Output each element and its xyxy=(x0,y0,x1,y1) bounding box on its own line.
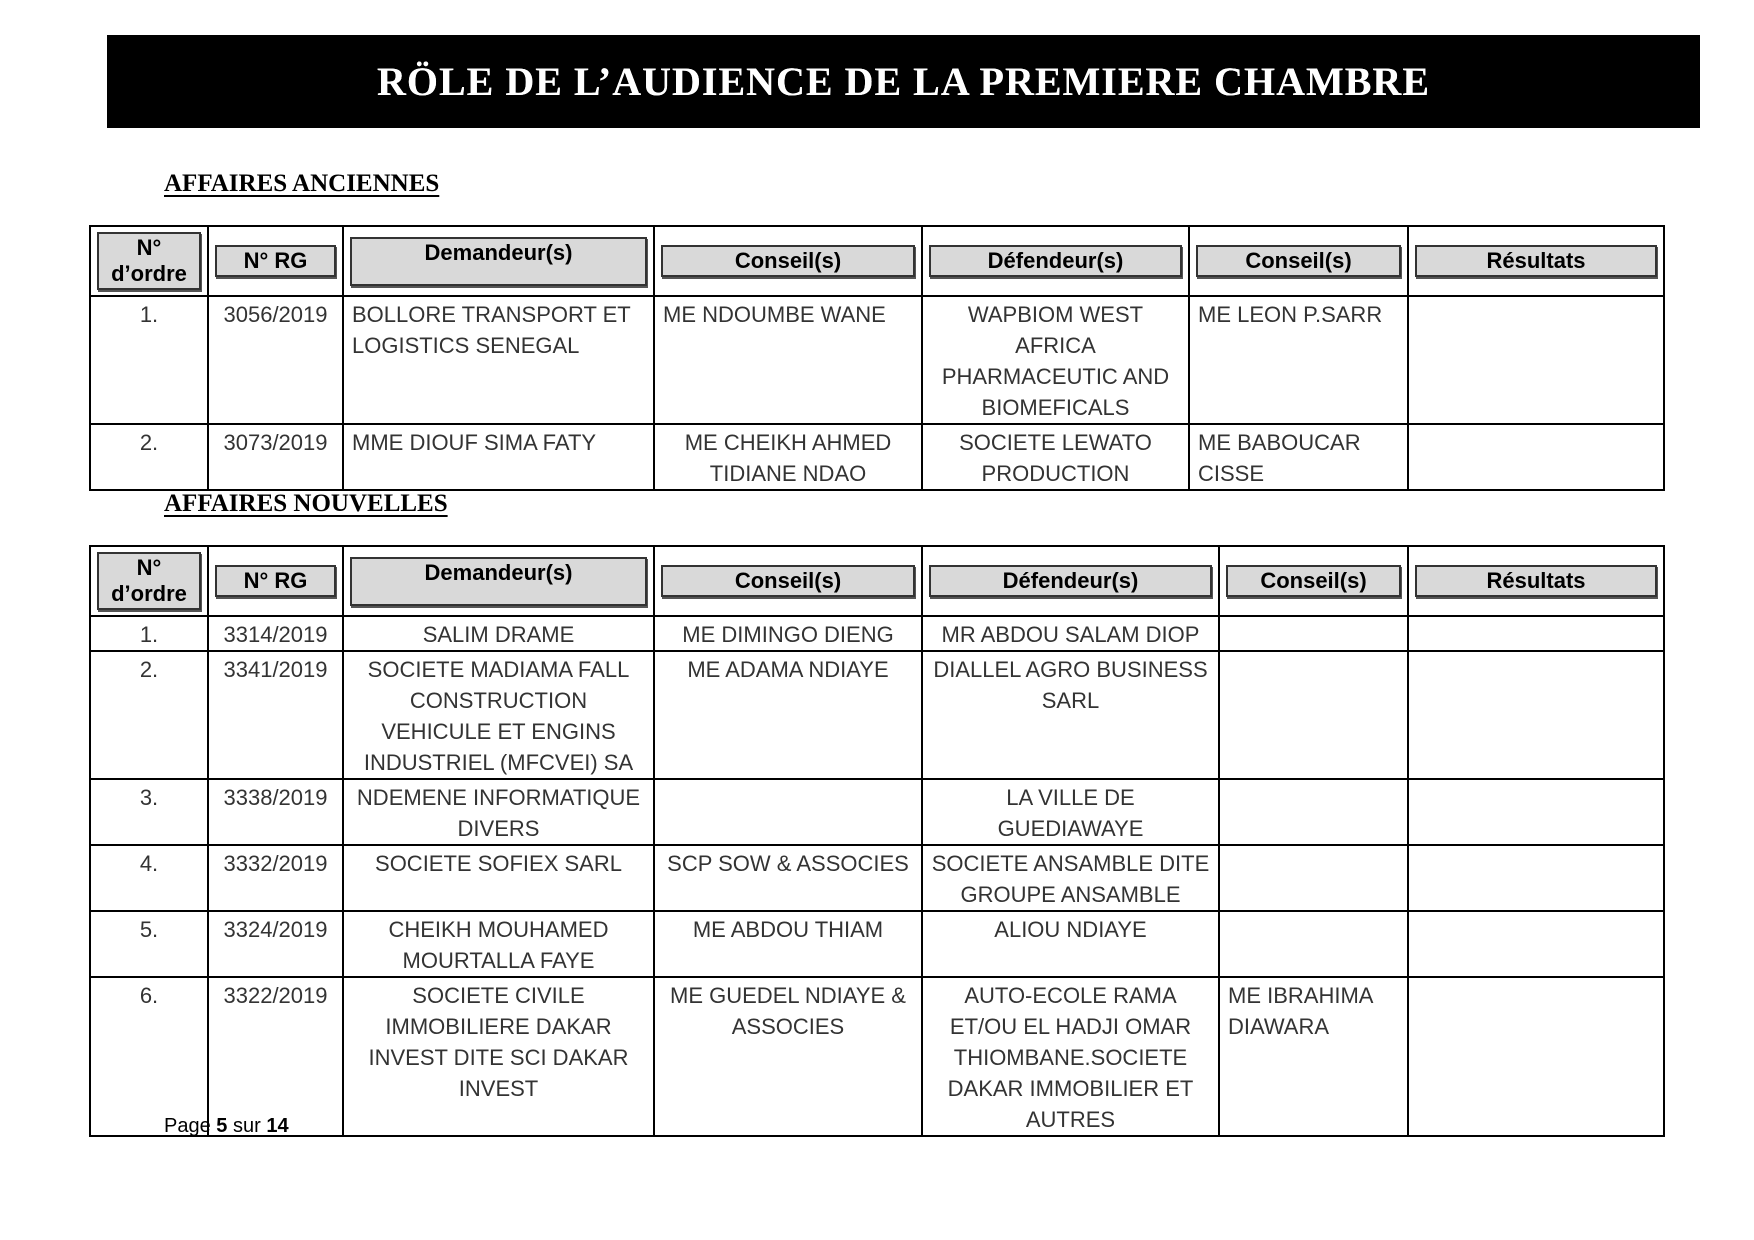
title-banner xyxy=(107,35,1700,128)
table-row xyxy=(90,911,1664,977)
cell-conseil-defendeur: ME BABOUCAR CISSE xyxy=(1189,424,1408,490)
cell-demandeur: SOCIETE MADIAMA FALL CONSTRUCTION VEHICULE ET ENGINS INDUSTRIEL (MFCVEI) SA xyxy=(343,651,654,779)
header-defendeur: Défendeur(s) xyxy=(929,245,1182,277)
section-title-new-cases: AFFAIRES NOUVELLES xyxy=(164,490,448,517)
table-row xyxy=(90,616,1664,651)
cell-conseil: ME NDOUMBE WANE xyxy=(654,296,922,424)
cell-resultats xyxy=(1408,296,1664,424)
cell-resultats xyxy=(1408,845,1664,911)
cell-demandeur: CHEIKH MOUHAMED MOURTALLA FAYE xyxy=(343,911,654,977)
cell-conseil: ME ADAMA NDIAYE xyxy=(654,651,922,779)
table-row xyxy=(90,651,1664,779)
cell-rg: 3314/2019 xyxy=(208,616,343,651)
cell-resultats xyxy=(1408,779,1664,845)
header-rg: N° RG xyxy=(215,565,336,597)
cell-defendeur: AUTO-ECOLE RAMA ET/OU EL HADJI OMAR THIOMBANE.SOCIETE DAKAR IMMOBILIER ET AUTRES xyxy=(922,977,1219,1136)
cell-rg: 3341/2019 xyxy=(208,651,343,779)
cell-ordre: 2. xyxy=(90,651,208,779)
cell-conseil xyxy=(654,779,922,845)
cell-ordre: 1. xyxy=(90,616,208,651)
header-resultats: Résultats xyxy=(1415,245,1657,277)
header-ordre: N° d’ordre xyxy=(97,232,201,290)
table-row xyxy=(90,424,1664,490)
new-cases-table xyxy=(89,545,1665,1137)
cell-defendeur: DIALLEL AGRO BUSINESS SARL xyxy=(922,651,1219,779)
cell-conseil: SCP SOW & ASSOCIES xyxy=(654,845,922,911)
cell-conseil: ME ABDOU THIAM xyxy=(654,911,922,977)
cell-demandeur: BOLLORE TRANSPORT ET LOGISTICS SENEGAL xyxy=(343,296,654,424)
header-conseil: Conseil(s) xyxy=(661,245,915,277)
cell-ordre: 1. xyxy=(90,296,208,424)
cell-defendeur: ALIOU NDIAYE xyxy=(922,911,1219,977)
header-rg: N° RG xyxy=(215,245,336,277)
cell-rg: 3073/2019 xyxy=(208,424,343,490)
header-row xyxy=(90,226,1664,296)
cell-conseil-defendeur xyxy=(1219,616,1408,651)
header-ordre: N° d’ordre xyxy=(97,552,201,610)
table-row xyxy=(90,779,1664,845)
cell-ordre: 3. xyxy=(90,779,208,845)
cell-conseil-defendeur: ME LEON P.SARR xyxy=(1189,296,1408,424)
header-resultats: Résultats xyxy=(1415,565,1657,597)
cell-resultats xyxy=(1408,977,1664,1136)
cell-defendeur: SOCIETE ANSAMBLE DITE GROUPE ANSAMBLE xyxy=(922,845,1219,911)
header-conseil-defendeur: Conseil(s) xyxy=(1226,565,1401,597)
cell-conseil: ME GUEDEL NDIAYE & ASSOCIES xyxy=(654,977,922,1136)
cell-conseil-defendeur xyxy=(1219,911,1408,977)
cell-conseil-defendeur: ME IBRAHIMA DIAWARA xyxy=(1219,977,1408,1136)
cell-resultats xyxy=(1408,424,1664,490)
footer-current-page: 5 xyxy=(216,1115,228,1137)
cell-resultats xyxy=(1408,616,1664,651)
cell-rg: 3056/2019 xyxy=(208,296,343,424)
cell-ordre: 6. xyxy=(90,977,208,1136)
cell-rg: 3338/2019 xyxy=(208,779,343,845)
cell-rg: 3332/2019 xyxy=(208,845,343,911)
page-footer xyxy=(164,1115,289,1138)
cell-conseil-defendeur xyxy=(1219,651,1408,779)
cell-demandeur: MME DIOUF SIMA FATY xyxy=(343,424,654,490)
cell-demandeur: SOCIETE SOFIEX SARL xyxy=(343,845,654,911)
cell-defendeur: LA VILLE DE GUEDIAWAYE xyxy=(922,779,1219,845)
cell-rg: 3322/2019 xyxy=(208,977,343,1136)
cell-ordre: 4. xyxy=(90,845,208,911)
table-row xyxy=(90,977,1664,1136)
header-demandeur: Demandeur(s) xyxy=(350,557,647,606)
cell-defendeur: SOCIETE LEWATO PRODUCTION xyxy=(922,424,1189,490)
cell-demandeur: SOCIETE CIVILE IMMOBILIERE DAKAR INVEST DITE SCI DAKAR INVEST xyxy=(343,977,654,1136)
cell-defendeur: MR ABDOU SALAM DIOP xyxy=(922,616,1219,651)
table-row xyxy=(90,296,1664,424)
cell-conseil-defendeur xyxy=(1219,779,1408,845)
footer-total-pages: 14 xyxy=(266,1115,289,1137)
cell-conseil: ME DIMINGO DIENG xyxy=(654,616,922,651)
footer-middle: sur xyxy=(232,1115,261,1137)
cell-resultats xyxy=(1408,911,1664,977)
old-cases-table xyxy=(89,225,1665,491)
header-defendeur: Défendeur(s) xyxy=(929,565,1212,597)
section-title-old-cases: AFFAIRES ANCIENNES xyxy=(164,170,440,197)
header-demandeur: Demandeur(s) xyxy=(350,237,647,286)
cell-demandeur: NDEMENE INFORMATIQUE DIVERS xyxy=(343,779,654,845)
cell-ordre: 5. xyxy=(90,911,208,977)
header-conseil: Conseil(s) xyxy=(661,565,915,597)
table-row xyxy=(90,845,1664,911)
cell-resultats xyxy=(1408,651,1664,779)
footer-prefix: Page xyxy=(164,1115,211,1137)
cell-ordre: 2. xyxy=(90,424,208,490)
cell-rg: 3324/2019 xyxy=(208,911,343,977)
page-title: RÖLE DE L’AUDIENCE DE LA PREMIERE CHAMBRE xyxy=(377,59,1430,104)
cell-conseil: ME CHEIKH AHMED TIDIANE NDAO xyxy=(654,424,922,490)
cell-demandeur: SALIM DRAME xyxy=(343,616,654,651)
header-conseil-defendeur: Conseil(s) xyxy=(1196,245,1401,277)
cell-defendeur: WAPBIOM WEST AFRICA PHARMACEUTIC AND BIOMEFICALS xyxy=(922,296,1189,424)
cell-conseil-defendeur xyxy=(1219,845,1408,911)
header-row xyxy=(90,546,1664,616)
